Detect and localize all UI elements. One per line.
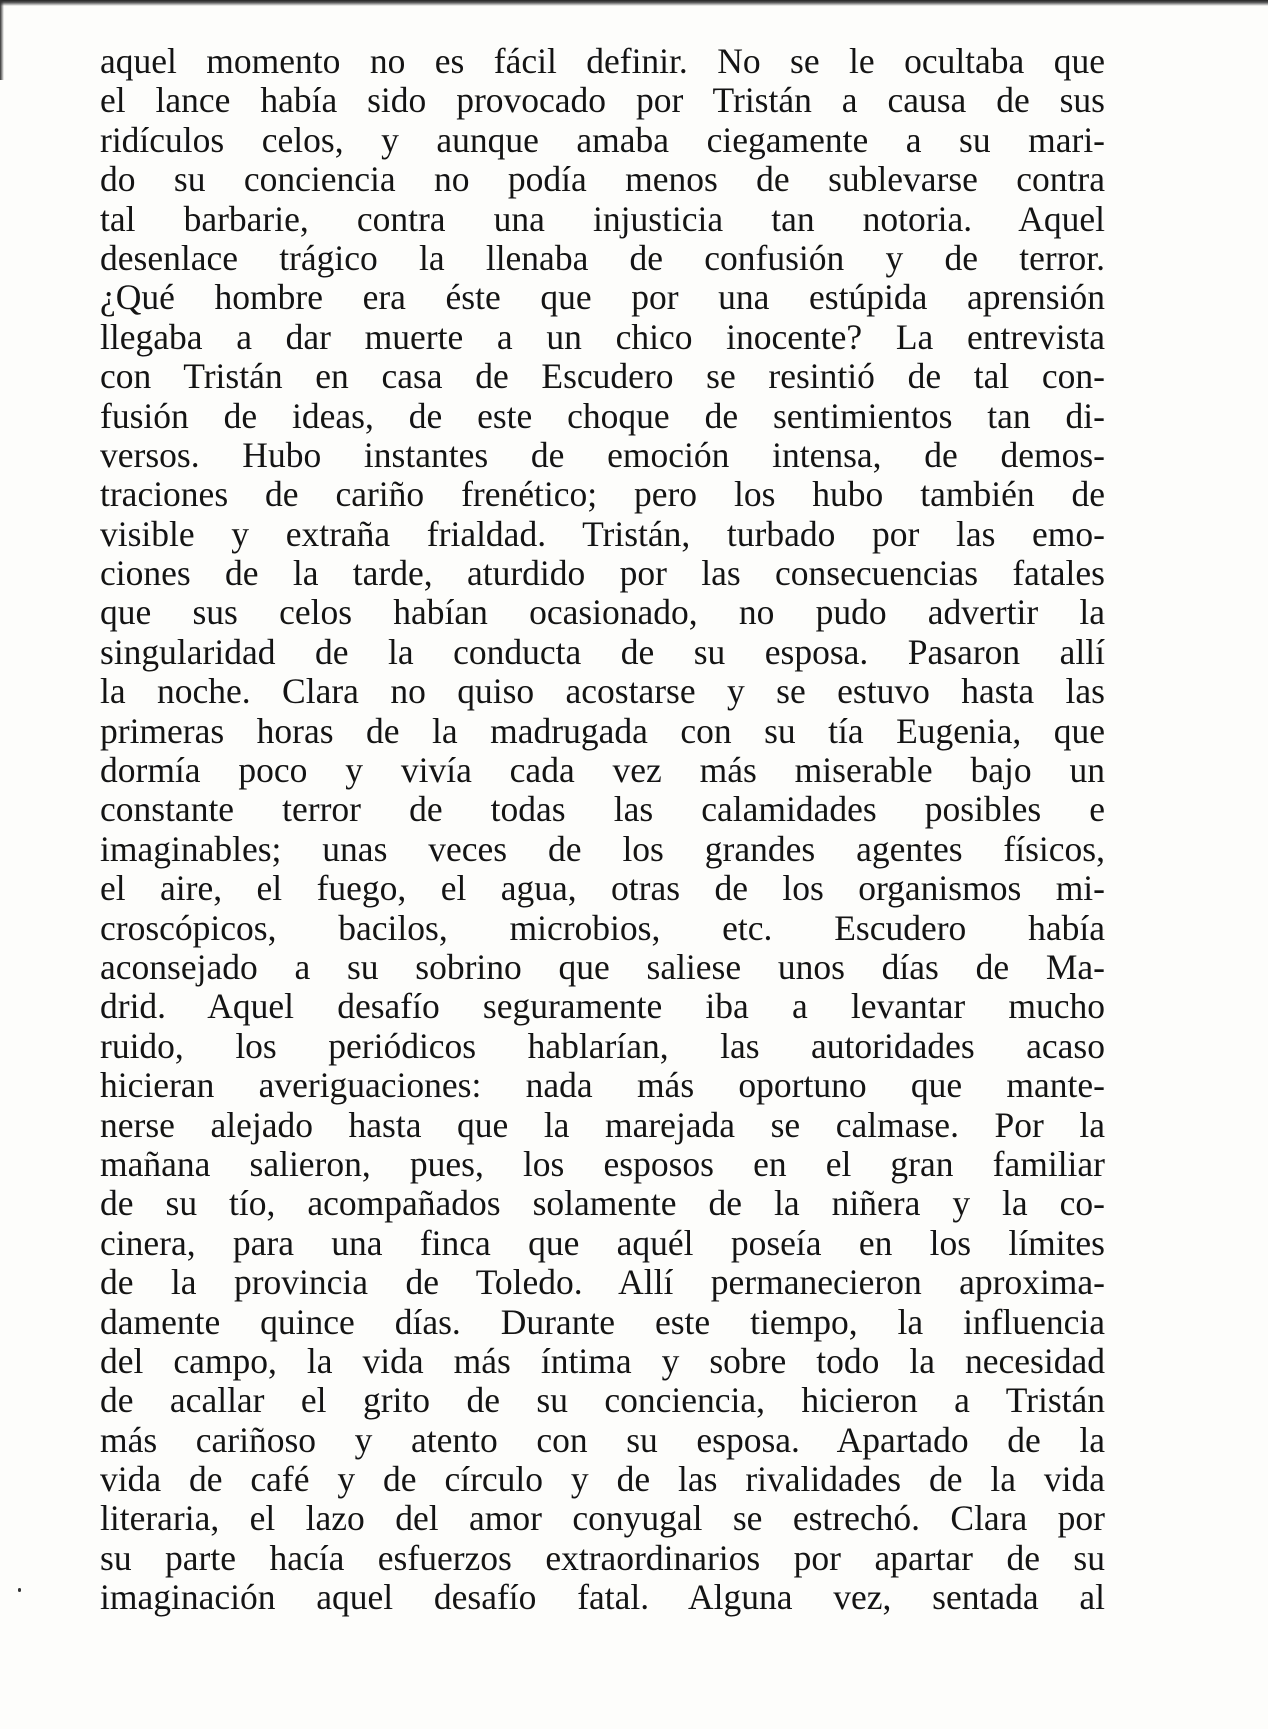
text-line: damente quince días. Durante este tiempo, la influencia [100,1302,1105,1342]
text-line: ruido, los periódicos hablarían, las autoridades acaso [100,1026,1105,1066]
text-line: llegaba a dar muerte a un chico inocente? La entrevista [100,317,1105,357]
text-line: el aire, el fuego, el agua, otras de los organismos mi- [100,869,1105,909]
text-line: del campo, la vida más íntima y sobre todo la necesidad [100,1341,1105,1381]
text-line: mañana salieron, pues, los esposos en el gran familiar [100,1144,1105,1184]
text-line: de la provincia de Toledo. Allí permanecieron aproxima- [100,1263,1105,1303]
text-line: ridículos celos, y aunque amaba ciegamente a su mari- [100,120,1105,160]
body-text [100,42,1105,1618]
text-line: ciones de la tarde, aturdido por las consecuencias fatales [100,554,1105,594]
text-line: más cariñoso y atento con su esposa. Apartado de la [100,1420,1105,1460]
scan-left-edge-shadow [0,0,4,80]
text-line: ¿Qué hombre era éste que por una estúpida aprensión [100,278,1105,318]
text-line: el lance había sido provocado por Tristán a causa de sus [100,81,1105,121]
text-line: versos. Hubo instantes de emoción intensa, de demos- [100,435,1105,475]
scan-top-edge-shadow [0,0,1268,6]
text-line: cinera, para una finca que aquél poseía en los límites [100,1223,1105,1263]
text-line: nerse alejado hasta que la marejada se calmase. Por la [100,1105,1105,1145]
text-line: con Tristán en casa de Escudero se resintió de tal con- [100,357,1105,397]
text-line: de acallar el grito de su conciencia, hicieron a Tristán [100,1381,1105,1421]
text-line: imaginación aquel desafío fatal. Alguna vez, sentada al [100,1578,1105,1618]
text-line: la noche. Clara no quiso acostarse y se estuvo hasta las [100,672,1105,712]
text-line: drid. Aquel desafío seguramente iba a levantar mucho [100,987,1105,1027]
text-line: constante terror de todas las calamidades posibles e [100,790,1105,830]
text-line: tal barbarie, contra una injusticia tan notoria. Aquel [100,199,1105,239]
text-line: aquel momento no es fácil definir. No se le ocultaba que [100,42,1105,81]
text-line: que sus celos habían ocasionado, no pudo advertir la [100,593,1105,633]
text-line: do su conciencia no podía menos de sublevarse contra [100,160,1105,200]
text-line: dormía poco y vivía cada vez más miserable bajo un [100,751,1105,791]
text-line: vida de café y de círculo y de las rivalidades de la vida [100,1460,1105,1500]
scan-speck [18,1588,21,1592]
text-line: singularidad de la conducta de su esposa. Pasaron allí [100,632,1105,672]
text-line: fusión de ideas, de este choque de sentimientos tan di- [100,396,1105,436]
text-line: croscópicos, bacilos, microbios, etc. Escudero había [100,908,1105,948]
text-line: desenlace trágico la llenaba de confusión y de terror. [100,238,1105,278]
text-line: literaria, el lazo del amor conyugal se estrechó. Clara por [100,1499,1105,1539]
text-line: su parte hacía esfuerzos extraordinarios por apartar de su [100,1538,1105,1578]
text-line: primeras horas de la madrugada con su tía Eugenia, que [100,711,1105,751]
text-line: visible y extraña frialdad. Tristán, turbado por las emo- [100,514,1105,554]
text-line: traciones de cariño frenético; pero los hubo también de [100,475,1105,515]
text-line: de su tío, acompañados solamente de la niñera y la co- [100,1184,1105,1224]
text-line: aconsejado a su sobrino que saliese unos días de Ma- [100,947,1105,987]
text-line: imaginables; unas veces de los grandes agentes físicos, [100,829,1105,869]
text-line: hicieran averiguaciones: nada más oportuno que mante- [100,1066,1105,1106]
